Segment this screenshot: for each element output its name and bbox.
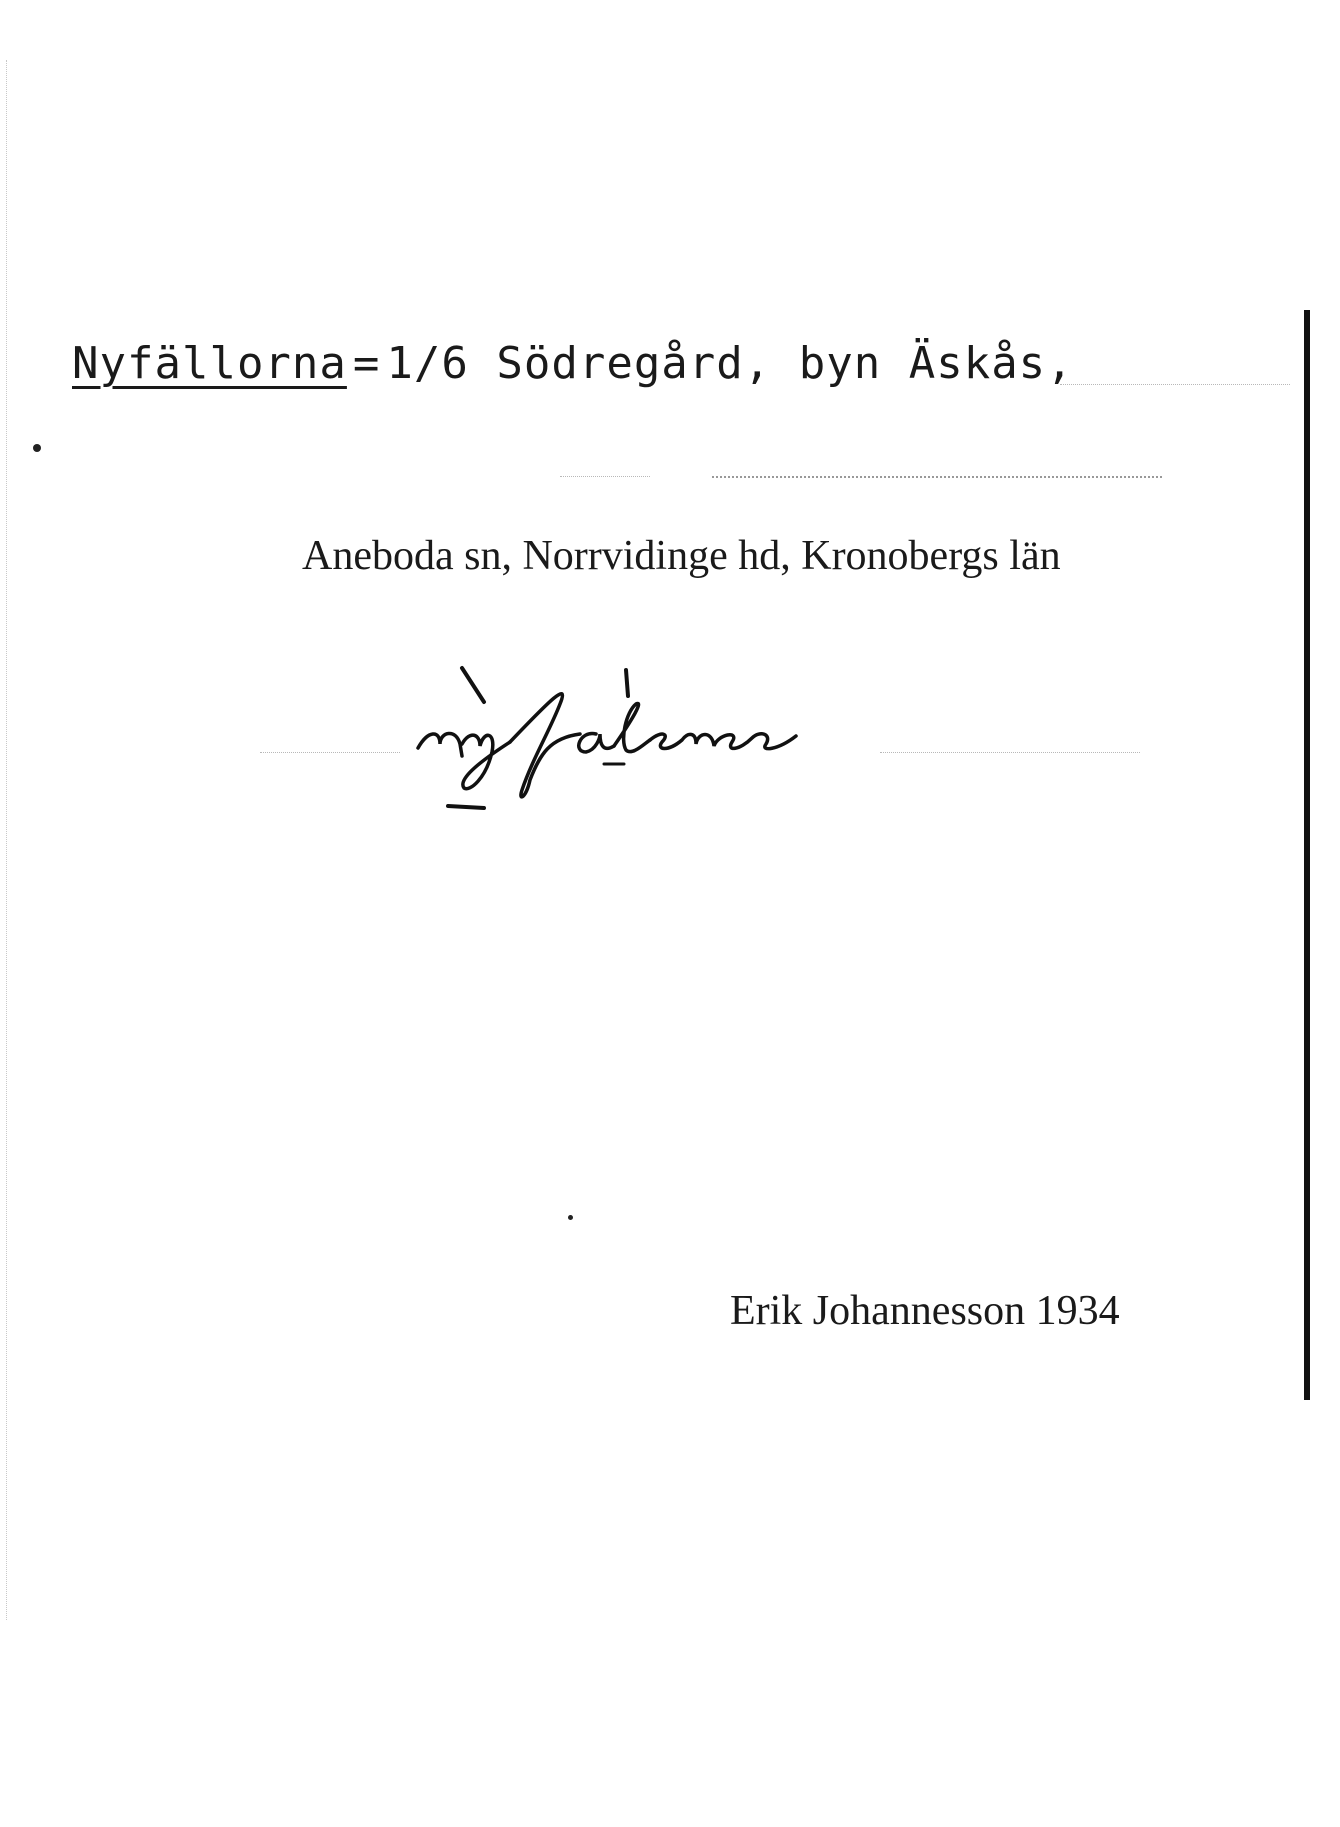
- left-edge-marks: [6, 60, 13, 1620]
- dotted-guide-line: [260, 752, 400, 753]
- ink-speck: [568, 1215, 573, 1220]
- dotted-guide-line: [560, 476, 650, 477]
- dotted-guide-line: [712, 476, 1162, 478]
- place-text: 1/6 Södregård, byn Äskås,: [386, 338, 1074, 389]
- handwritten-form-image: [400, 660, 880, 820]
- dotted-guide-line: [1060, 384, 1290, 385]
- headword: Nyfällorna: [72, 338, 347, 389]
- collector-signature-line: Erik Johannesson 1934: [730, 1288, 1120, 1334]
- ink-speck: [33, 444, 41, 452]
- location-line: Aneboda sn, Norrvidinge hd, Kronobergs län: [302, 533, 1061, 579]
- card-right-border: [1304, 310, 1310, 1400]
- equals-sign: =: [352, 338, 381, 389]
- headword-line: [72, 338, 1074, 389]
- dotted-guide-line: [880, 752, 1140, 753]
